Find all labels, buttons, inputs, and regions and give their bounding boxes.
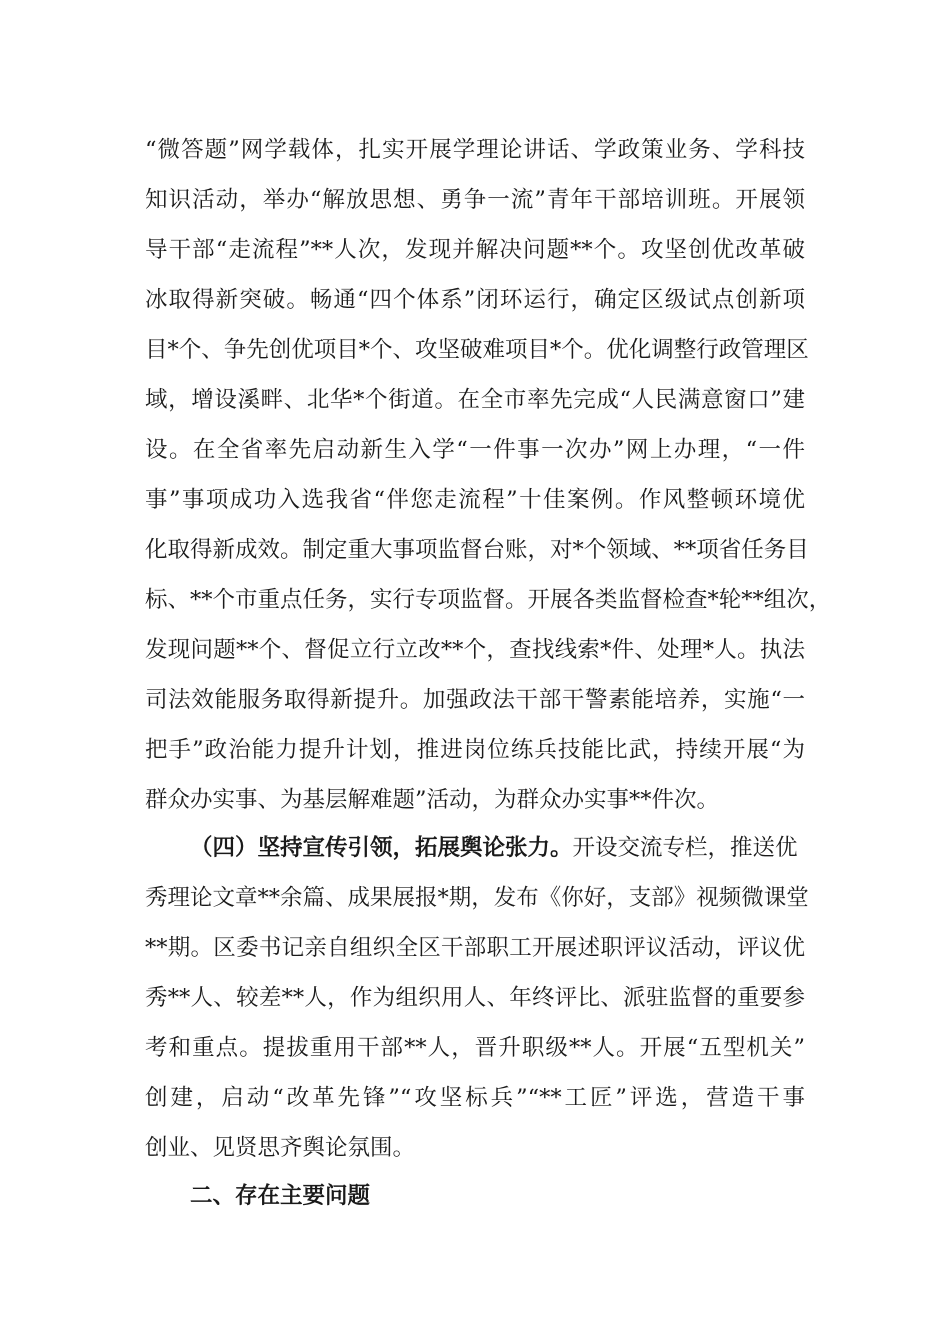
body-line: 发现问题**个、督促立行立改**个，查找线索*件、处理*人。执法 (145, 637, 805, 663)
body-line: 事”事项成功入选我省“伴您走流程”十佳案例。作风整顿环境优 (145, 487, 805, 513)
body-line: 域，增设溪畔、北华*个街道。在全市率先完成“人民满意窗口”建 (145, 387, 805, 413)
body-line: **期。区委书记亲自组织全区干部职工开展述职评议活动，评议优 (145, 935, 805, 961)
body-line: 司法效能服务取得新提升。加强政法干部干警素能培养，实施“一 (145, 687, 805, 713)
body-line: 导干部“走流程”**人次，发现并解决问题**个。攻坚创优改革破 (145, 237, 805, 263)
body-line: 知识活动，举办“解放思想、勇争一流”青年干部培训班。开展领 (145, 187, 805, 213)
body-line: 目*个、争先创优项目*个、攻坚破难项目*个。优化调整行政管理区 (145, 337, 809, 363)
body-line: 秀理论文章**余篇、成果展报*期，发布《你好，支部》视频微课堂 (145, 885, 809, 911)
body-line: 创建，启动“改革先锋”“攻坚标兵”“**工匠”评选，营造干事 (145, 1085, 805, 1111)
body-line: 标、**个市重点任务，实行专项监督。开展各类监督检查*轮**组次， (145, 587, 832, 613)
section-4-first-rest: 开设交流专栏，推送优 (572, 835, 798, 861)
body-line: “微答题”网学载体，扎实开展学理论讲话、学政策业务、学科技 (145, 137, 805, 163)
section-4-first-line (190, 823, 805, 873)
section-title: 二、存在主要问题 (190, 1183, 371, 1209)
section-4-heading: （四）坚持宣传引领，拓展舆论张力。 (190, 835, 573, 861)
body-line: 设。在全省率先启动新生入学“一件事一次办”网上办理，“一件 (145, 437, 805, 463)
body-line: 冰取得新突破。畅通“四个体系”闭环运行，确定区级试点创新项 (145, 287, 805, 313)
body-line: 创业、见贤思齐舆论氛围。 (145, 1135, 416, 1161)
body-line: 群众办实事、为基层解难题”活动，为群众办实事**件次。 (145, 787, 720, 813)
body-line: 秀**人、较差**人，作为组织用人、年终评比、派驻监督的重要参 (145, 985, 805, 1011)
body-line: 考和重点。提拔重用干部**人，晋升职级**人。开展“五型机关” (145, 1035, 805, 1061)
body-line: 化取得新成效。制定重大事项监督台账，对*个领域、**项省任务目 (145, 537, 809, 563)
body-line: 把手”政治能力提升计划，推进岗位练兵技能比武，持续开展“为 (145, 737, 805, 763)
